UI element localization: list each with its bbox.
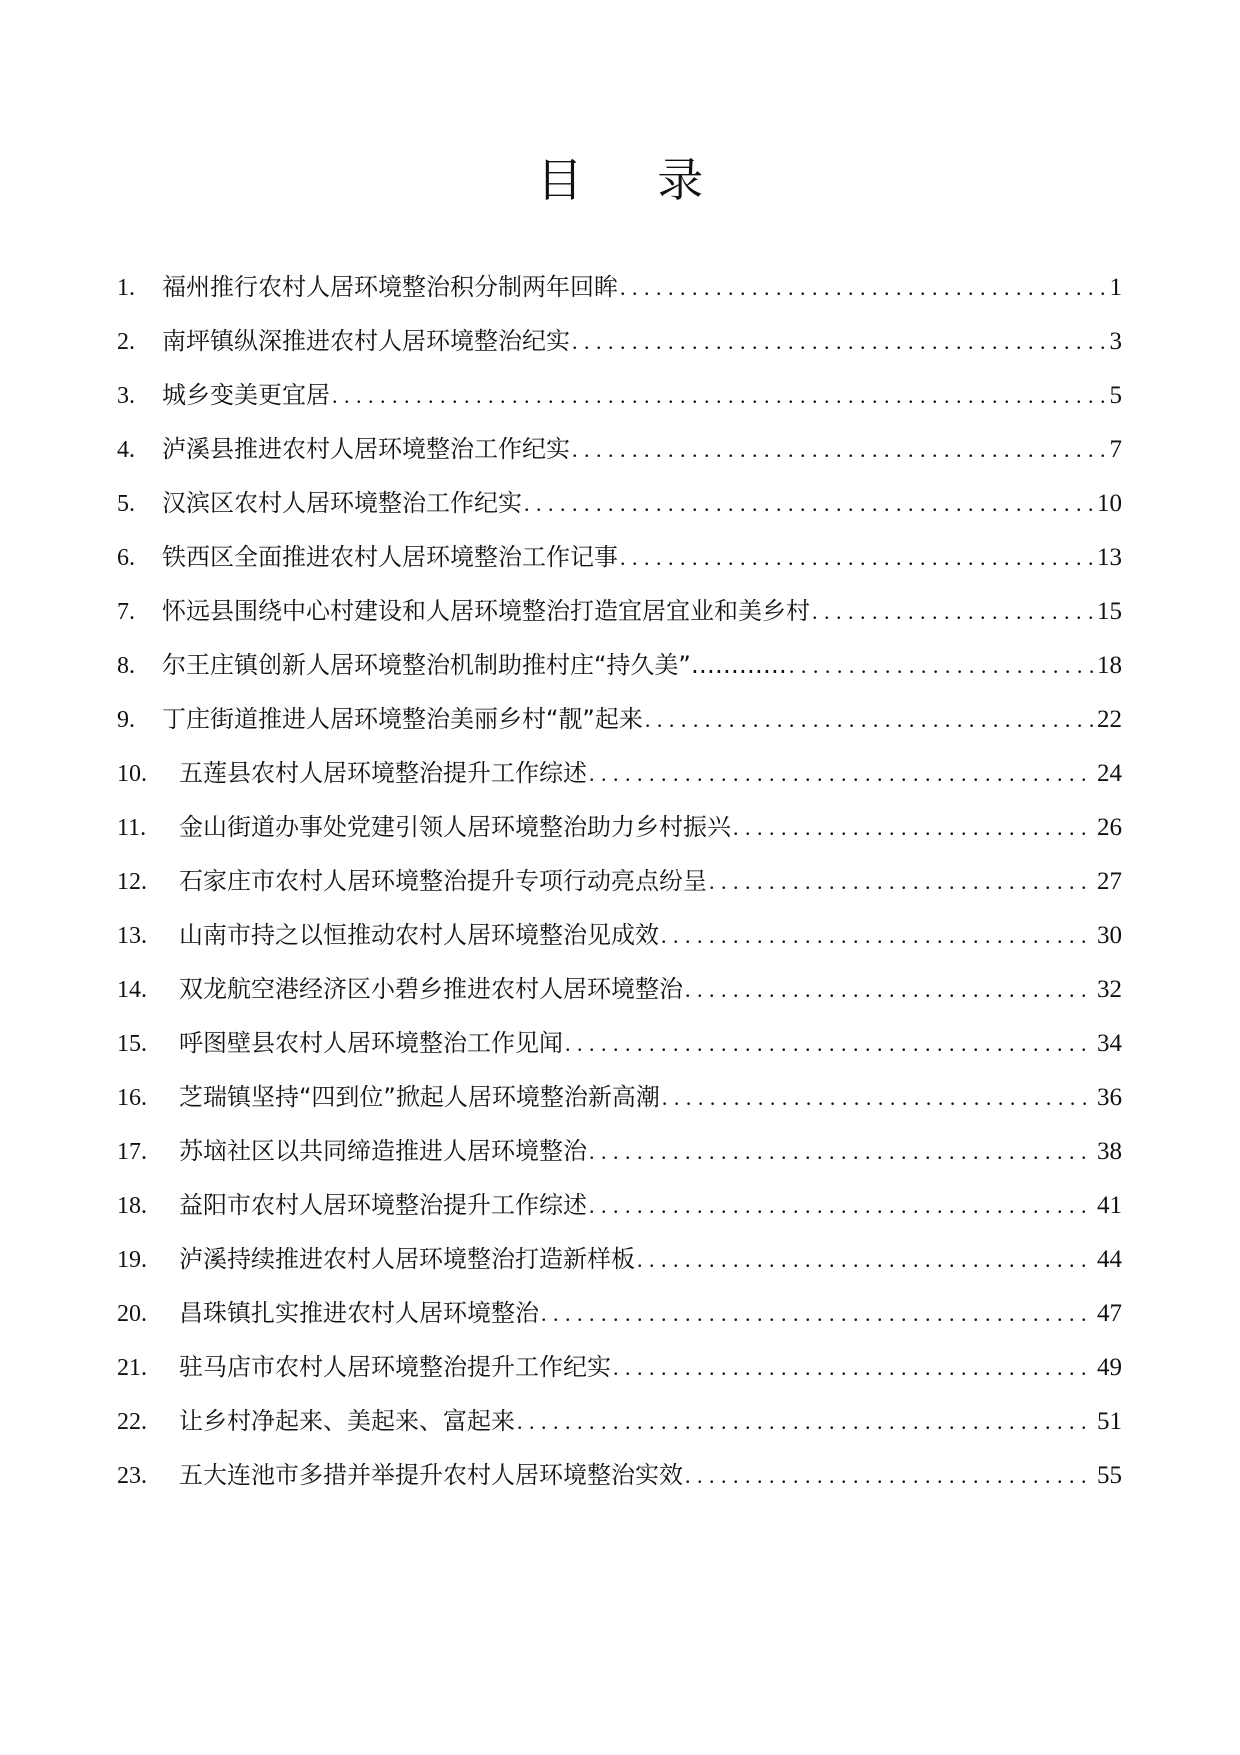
toc-entry-page-number: 15: [1097, 598, 1122, 625]
toc-leader-dots: [611, 1341, 1093, 1395]
toc-entry-title: 山南市持之以恒推动农村人居环境整治见成效: [179, 921, 659, 949]
toc-entry-page-number: 34: [1097, 1030, 1122, 1057]
toc-entry-page-number: 30: [1097, 922, 1122, 949]
table-of-contents: [117, 260, 1122, 1502]
toc-entry-page-number: 41: [1097, 1192, 1122, 1219]
toc-entry-number: 11.: [117, 815, 147, 841]
toc-entry-title: 福州推行农村人居环境整治积分制两年回眸: [162, 273, 618, 301]
toc-entry-number: 2.: [117, 329, 135, 355]
toc-entry[interactable]: [117, 1178, 1122, 1232]
toc-entry-title: 金山街道办事处党建引领人居环境整治助力乡村振兴: [179, 813, 731, 841]
page-title: 目 录: [536, 153, 734, 207]
toc-leader-dots: [587, 1179, 1093, 1233]
toc-entry-title: 城乡变美更宜居: [162, 381, 330, 409]
toc-entry-number: 13.: [117, 923, 147, 949]
toc-entry[interactable]: [117, 746, 1122, 800]
toc-entry-number: 9.: [117, 707, 135, 733]
toc-leader-dots: [539, 1287, 1093, 1341]
toc-entry-page-number: 47: [1097, 1300, 1122, 1327]
toc-leader-dots: [515, 1395, 1093, 1449]
toc-entry[interactable]: [117, 854, 1122, 908]
toc-entry-title: 芝瑞镇坚持“四到位”掀起人居环境整治新高潮: [179, 1083, 660, 1111]
toc-entry[interactable]: [117, 1394, 1122, 1448]
toc-leader-dots: [810, 585, 1093, 639]
toc-entry[interactable]: [117, 962, 1122, 1016]
toc-entry-page-number: 55: [1097, 1462, 1122, 1489]
toc-entry-number: 12.: [117, 869, 147, 895]
toc-entry[interactable]: [117, 1070, 1122, 1124]
toc-leader-dots: [731, 801, 1093, 855]
toc-entry-page-number: 26: [1097, 814, 1122, 841]
toc-entry[interactable]: [117, 422, 1122, 476]
toc-leader-dots: [587, 1125, 1093, 1179]
toc-entry[interactable]: [117, 908, 1122, 962]
toc-entry-title: 南坪镇纵深推进农村人居环境整治纪实: [162, 327, 570, 355]
toc-entry[interactable]: [117, 368, 1122, 422]
toc-entry-page-number: 36: [1097, 1084, 1122, 1111]
toc-entry[interactable]: [117, 1286, 1122, 1340]
toc-entry-number: 15.: [117, 1031, 147, 1057]
toc-entry-number: 3.: [117, 383, 135, 409]
toc-entry-page-number: 7: [1109, 436, 1122, 463]
toc-entry-page-number: 22: [1097, 706, 1122, 733]
toc-leader-dots: [570, 315, 1106, 369]
toc-entry-title: 让乡村净起来、美起来、富起来: [179, 1407, 515, 1435]
toc-entry[interactable]: [117, 260, 1122, 314]
toc-entry-title: 汉滨区农村人居环境整治工作纪实: [162, 489, 522, 517]
toc-entry-page-number: 3: [1109, 328, 1122, 355]
toc-entry-number: 10.: [117, 761, 147, 787]
toc-entry[interactable]: [117, 1016, 1122, 1070]
toc-entry[interactable]: [117, 638, 1122, 692]
toc-entry-title: 苏垴社区以共同缔造推进人居环境整治: [179, 1137, 587, 1165]
toc-entry-page-number: 44: [1097, 1246, 1122, 1273]
toc-entry-title: 怀远县围绕中心村建设和人居环境整治打造宜居宜业和美乡村: [162, 597, 810, 625]
toc-entry-page-number: 32: [1097, 976, 1122, 1003]
toc-entry-number: 7.: [117, 599, 135, 625]
toc-entry-number: 6.: [117, 545, 135, 571]
toc-entry-number: 5.: [117, 491, 135, 517]
toc-entry-title: 泸溪县推进农村人居环境整治工作纪实: [162, 435, 570, 463]
toc-leader-dots: [787, 639, 1093, 693]
toc-entry-page-number: 13: [1097, 544, 1122, 571]
toc-leader-dots: [587, 747, 1093, 801]
toc-leader-dots: [635, 1233, 1093, 1287]
toc-leader-dots: [660, 1071, 1093, 1125]
toc-leader-dots: [707, 855, 1093, 909]
toc-entry-page-number: 1: [1109, 274, 1122, 301]
toc-entry-title: 铁西区全面推进农村人居环境整治工作记事: [162, 543, 618, 571]
toc-entry-number: 1.: [117, 275, 135, 301]
toc-leader-dots: [683, 1449, 1093, 1503]
toc-entry-number: 20.: [117, 1301, 147, 1327]
toc-entry-page-number: 5: [1109, 382, 1122, 409]
toc-entry-number: 22.: [117, 1409, 147, 1435]
toc-leader-dots: [563, 1017, 1093, 1071]
toc-entry[interactable]: [117, 1448, 1122, 1502]
toc-leader-dots: [618, 531, 1093, 585]
toc-entry-page-number: 49: [1097, 1354, 1122, 1381]
toc-entry[interactable]: [117, 692, 1122, 746]
toc-entry-title: 益阳市农村人居环境整治提升工作综述: [179, 1191, 587, 1219]
toc-entry-page-number: 24: [1097, 760, 1122, 787]
toc-entry[interactable]: [117, 530, 1122, 584]
toc-entry-title: 丁庄街道推进人居环境整治美丽乡村“靓”起来: [162, 705, 643, 733]
toc-entry-title: 五莲县农村人居环境整治提升工作综述: [179, 759, 587, 787]
toc-entry-title: 五大连池市多措并举提升农村人居环境整治实效: [179, 1461, 683, 1489]
toc-leader-dots: [522, 477, 1093, 531]
toc-entry-number: 14.: [117, 977, 147, 1003]
toc-entry-title: 昌珠镇扎实推进农村人居环境整治: [179, 1299, 539, 1327]
toc-entry-title: 尔王庄镇创新人居环境整治机制助推村庄“持久美”…………: [162, 651, 787, 679]
toc-entry-title: 呼图壁县农村人居环境整治工作见闻: [179, 1029, 563, 1057]
toc-leader-dots: [643, 693, 1093, 747]
toc-entry-title: 石家庄市农村人居环境整治提升专项行动亮点纷呈: [179, 867, 707, 895]
toc-entry-number: 17.: [117, 1139, 147, 1165]
toc-entry-number: 4.: [117, 437, 135, 463]
toc-entry-page-number: 51: [1097, 1408, 1122, 1435]
toc-entry-page-number: 38: [1097, 1138, 1122, 1165]
toc-entry-number: 23.: [117, 1463, 147, 1489]
toc-leader-dots: [618, 261, 1106, 315]
toc-leader-dots: [683, 963, 1093, 1017]
toc-leader-dots: [330, 369, 1106, 423]
toc-leader-dots: [659, 909, 1093, 963]
toc-entry-title: 双龙航空港经济区小碧乡推进农村人居环境整治: [179, 975, 683, 1003]
toc-entry-page-number: 10: [1097, 490, 1122, 517]
toc-entry[interactable]: [117, 1340, 1122, 1394]
toc-entry[interactable]: [117, 476, 1122, 530]
toc-entry[interactable]: [117, 800, 1122, 854]
toc-entry-number: 18.: [117, 1193, 147, 1219]
toc-entry-title: 泸溪持续推进农村人居环境整治打造新样板: [179, 1245, 635, 1273]
toc-entry[interactable]: [117, 1232, 1122, 1286]
toc-entry-title: 驻马店市农村人居环境整治提升工作纪实: [179, 1353, 611, 1381]
toc-entry-page-number: 18: [1097, 652, 1122, 679]
toc-entry-page-number: 27: [1097, 868, 1122, 895]
toc-entry-number: 21.: [117, 1355, 147, 1381]
toc-leader-dots: [570, 423, 1106, 477]
toc-entry[interactable]: [117, 314, 1122, 368]
toc-entry[interactable]: [117, 1124, 1122, 1178]
toc-entry[interactable]: [117, 584, 1122, 638]
toc-entry-number: 19.: [117, 1247, 147, 1273]
toc-entry-number: 16.: [117, 1085, 147, 1111]
toc-entry-number: 8.: [117, 653, 135, 679]
